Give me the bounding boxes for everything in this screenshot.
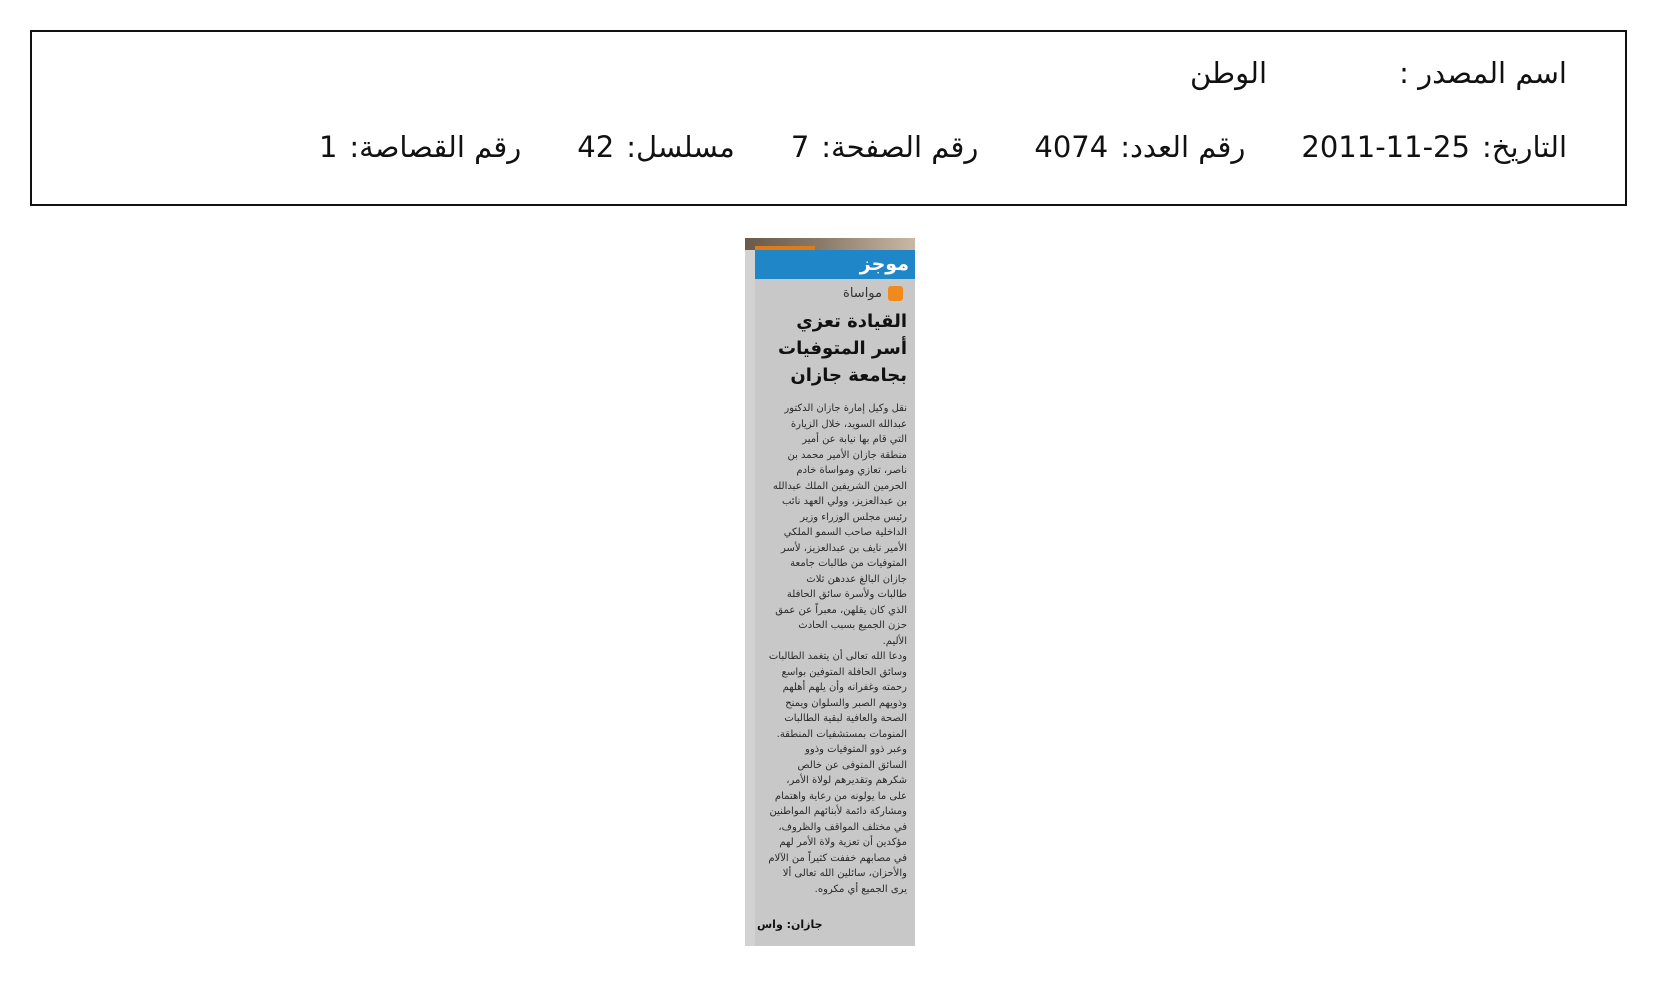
article-line: ناصر، تعازي ومواساة خادم — [796, 465, 907, 476]
article-line: في مختلف المواقف والظروف، — [778, 821, 907, 833]
source-info-box — [30, 30, 1627, 206]
article-line: رحمته وغفرانه وأن يلهم أهلهم — [782, 682, 907, 693]
source-field — [1190, 56, 1567, 90]
metadata-row — [90, 130, 1567, 164]
article-line: السائق المتوفى عن خالص — [797, 759, 907, 771]
article-line: والأحزان، سائلين الله تعالى ألا — [782, 868, 907, 879]
article-line: وسائق الحافلة المتوفين بواسع — [781, 666, 907, 678]
article-line: الصحة والعافية لبقية الطالبات — [784, 713, 907, 724]
headline-line: أسر المتوفيات — [778, 338, 907, 359]
page-value: 7 — [790, 130, 810, 164]
issue-label: رقم العدد: — [1120, 130, 1246, 164]
date-field — [1301, 130, 1567, 164]
article-line: الأليم. — [882, 635, 907, 647]
article-line: وذويهم الصبر والسلوان ويمنح — [785, 697, 907, 709]
orange-square-icon — [888, 286, 903, 301]
article-line: الحرمين الشريفين الملك عبدالله — [772, 480, 907, 492]
article-line: في مصابهم خففت كثيراً من الآلام — [768, 852, 907, 864]
article-line: الأمير نايف بن عبدالعزيز، لأسر — [781, 542, 907, 554]
article-line: الذي كان يقلهن، معبراً عن عمق — [775, 604, 907, 616]
article-line: مؤكدين أن تعزية ولاة الأمر لهم — [779, 837, 907, 848]
kicker — [843, 286, 903, 301]
issue-field — [1034, 130, 1245, 164]
source-row — [90, 56, 1567, 90]
article-line: بن عبدالعزيز، وولي العهد نائب — [781, 496, 907, 507]
article-line: ودعا الله تعالى أن يتغمد الطالبات — [768, 651, 907, 662]
serial-label: مسلسل: — [626, 130, 735, 164]
article-line: حزن الجميع بسبب الحادث — [798, 620, 907, 631]
article-line: جازان البالغ عددهن ثلاث — [806, 573, 907, 585]
serial-field — [577, 130, 735, 164]
article-line: الداخلية صاحب السمو الملكي — [783, 527, 907, 538]
article-line: على ما يولونه من رعاية واهتمام — [774, 790, 907, 802]
source-label: اسم المصدر : — [1399, 56, 1567, 90]
byline: جازان: واس — [757, 918, 823, 931]
issue-value: 4074 — [1034, 130, 1109, 164]
serial-value: 42 — [577, 130, 615, 164]
article-line: يرى الجميع أي مكروه. — [814, 883, 907, 895]
article-line: منطقة جازان الأمير محمد بن — [787, 449, 907, 461]
article-line: وعبر ذوو المتوفيات وذوو — [805, 744, 907, 755]
article-text — [757, 401, 907, 897]
article-line: رئيس مجلس الوزراء وزير — [800, 511, 907, 523]
article-line: ومشاركة دائمة لأبنائهم المواطنين — [769, 806, 907, 817]
article-line: شكرهم وتقديرهم لولاة الأمر، — [786, 775, 907, 786]
source-value: الوطن — [1189, 56, 1267, 90]
headline — [757, 308, 907, 389]
section-header: موجز — [755, 250, 915, 279]
article-line: التي قام بها نيابة عن أمير — [802, 434, 907, 445]
article-line: طالبات ولأسرة سائق الحافلة — [786, 589, 907, 600]
article-line: المنومات بمستشفيات المنطقة. — [776, 728, 907, 740]
page-field — [791, 130, 979, 164]
clip-number-label: رقم القصاصة: — [349, 130, 522, 164]
clip-number-value: 1 — [318, 130, 338, 164]
page-label: رقم الصفحة: — [821, 130, 979, 164]
kicker-label: مواساة — [843, 286, 882, 301]
date-label: التاريخ: — [1481, 130, 1567, 164]
clipping-photo-edge — [745, 238, 915, 250]
article-line: عبدالله السويد، خلال الزيارة — [790, 418, 907, 430]
headline-line: القيادة تعزي — [796, 311, 907, 332]
clip-number-field — [319, 130, 521, 164]
headline-line: بجامعة جازان — [790, 365, 907, 386]
date-value: 2011-11-25 — [1301, 130, 1470, 164]
article-line: المتوفيات من طالبات جامعة — [790, 558, 907, 569]
article-line: نقل وكيل إمارة جازان الدكتور — [784, 403, 907, 414]
newspaper-clipping — [745, 238, 915, 946]
